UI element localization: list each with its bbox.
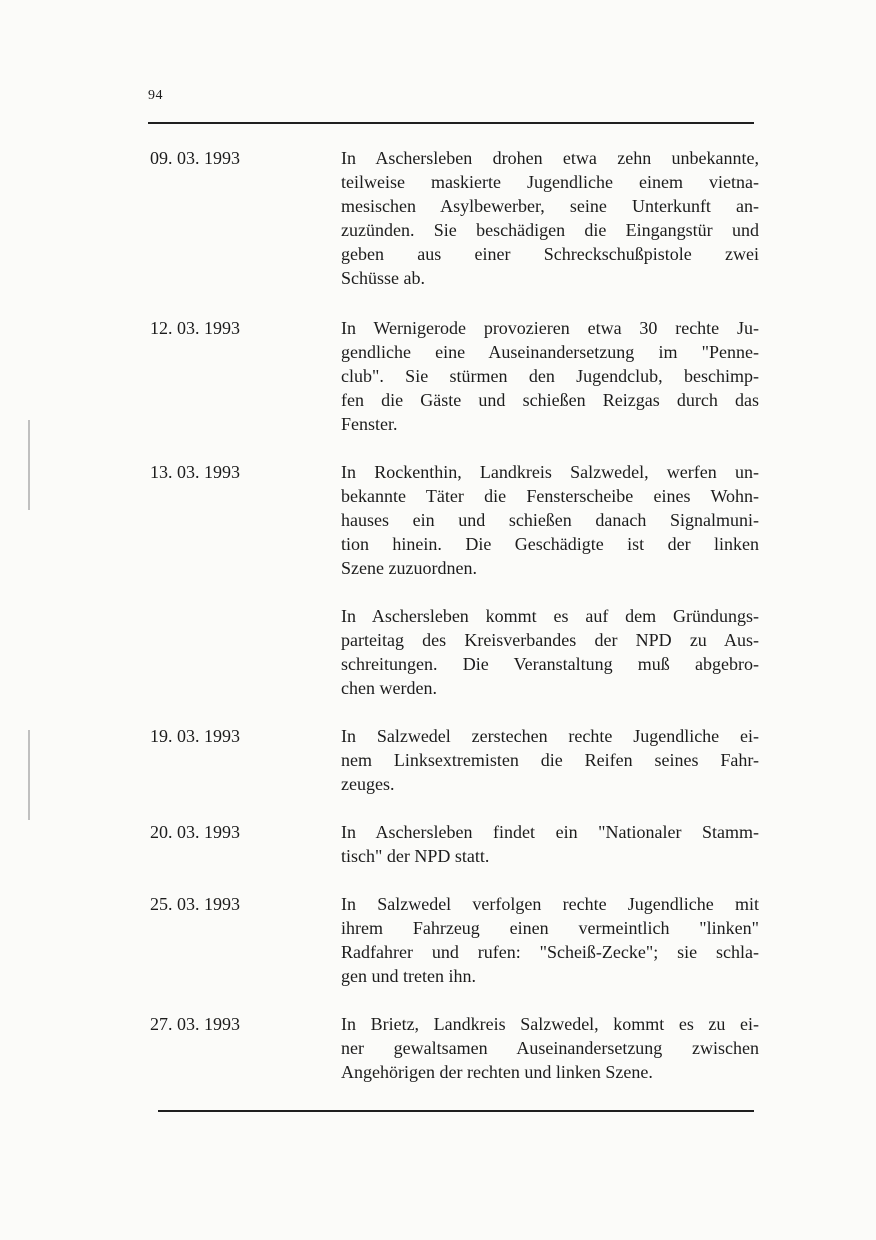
entry-date: 09. 03. 1993 (150, 148, 240, 168)
entry-date: 20. 03. 1993 (150, 822, 240, 842)
text-line: mesischen Asylbewerber, seine Unterkunft an- (341, 196, 759, 216)
entry-text (341, 146, 759, 290)
text-line: Szene zuzuordnen. (341, 558, 477, 578)
entry-text (341, 892, 759, 988)
entry-text (341, 724, 759, 796)
text-line: In Aschersleben kommt es auf dem Gründungs- (341, 606, 759, 626)
entry-text (341, 604, 759, 700)
entry-text (341, 1012, 759, 1084)
page-number: 94 (148, 88, 163, 103)
text-line: hauses ein und schießen danach Signalmuni- (341, 510, 759, 530)
text-line: geben aus einer Schreckschußpistole zwei (341, 244, 759, 264)
entry-date: 25. 03. 1993 (150, 894, 240, 914)
entry-date: 13. 03. 1993 (150, 462, 240, 482)
text-line: In Brietz, Landkreis Salzwedel, kommt es zu ei- (341, 1014, 759, 1034)
scan-artifact (28, 730, 30, 820)
entry-text (341, 460, 759, 580)
text-line: tisch" der NPD statt. (341, 846, 490, 866)
text-line: nem Linksextremisten die Reifen seines Fahr- (341, 750, 759, 770)
text-line: ner gewaltsamen Auseinandersetzung zwischen (341, 1038, 759, 1058)
text-line: In Rockenthin, Landkreis Salzwedel, werfen un- (341, 462, 759, 482)
text-line: ihrem Fahrzeug einen vermeintlich "linken" (341, 918, 759, 938)
text-line: In Wernigerode provozieren etwa 30 rechte Ju- (341, 318, 759, 338)
entry-date: 27. 03. 1993 (150, 1014, 240, 1034)
text-line: In Aschersleben findet ein "Nationaler Stamm- (341, 822, 759, 842)
entry-text (341, 316, 759, 436)
text-line: In Aschersleben drohen etwa zehn unbekannte, (341, 148, 759, 168)
bottom-rule (158, 1110, 754, 1112)
text-line: club". Sie stürmen den Jugendclub, beschimp- (341, 366, 759, 386)
entry-date: 19. 03. 1993 (150, 726, 240, 746)
text-line: In Salzwedel verfolgen rechte Jugendliche mit (341, 894, 759, 914)
text-line: Angehörigen der rechten und linken Szene. (341, 1062, 653, 1082)
text-line: schreitungen. Die Veranstaltung muß abgebro- (341, 654, 759, 674)
text-line: tion hinein. Die Geschädigte ist der linken (341, 534, 759, 554)
entry-date: 12. 03. 1993 (150, 318, 240, 338)
text-line: bekannte Täter die Fensterscheibe eines Wohn- (341, 486, 759, 506)
text-line: fen die Gäste und schießen Reizgas durch das (341, 390, 759, 410)
text-line: Schüsse ab. (341, 268, 425, 288)
scan-artifact (28, 420, 30, 510)
text-line: Radfahrer und rufen: "Scheiß-Zecke"; sie schla- (341, 942, 759, 962)
text-line: chen werden. (341, 678, 437, 698)
text-line: teilweise maskierte Jugendliche einem vietna- (341, 172, 759, 192)
text-line: parteitag des Kreisverbandes der NPD zu Aus- (341, 630, 759, 650)
text-line: Fenster. (341, 414, 398, 434)
text-line: zeuges. (341, 774, 395, 794)
entry-text (341, 820, 759, 868)
text-line: In Salzwedel zerstechen rechte Jugendliche ei- (341, 726, 759, 746)
text-line: gendliche eine Auseinandersetzung im "Penne- (341, 342, 759, 362)
top-rule (148, 122, 754, 124)
text-line: gen und treten ihn. (341, 966, 476, 986)
text-line: zuzünden. Sie beschädigen die Eingangstür und (341, 220, 759, 240)
